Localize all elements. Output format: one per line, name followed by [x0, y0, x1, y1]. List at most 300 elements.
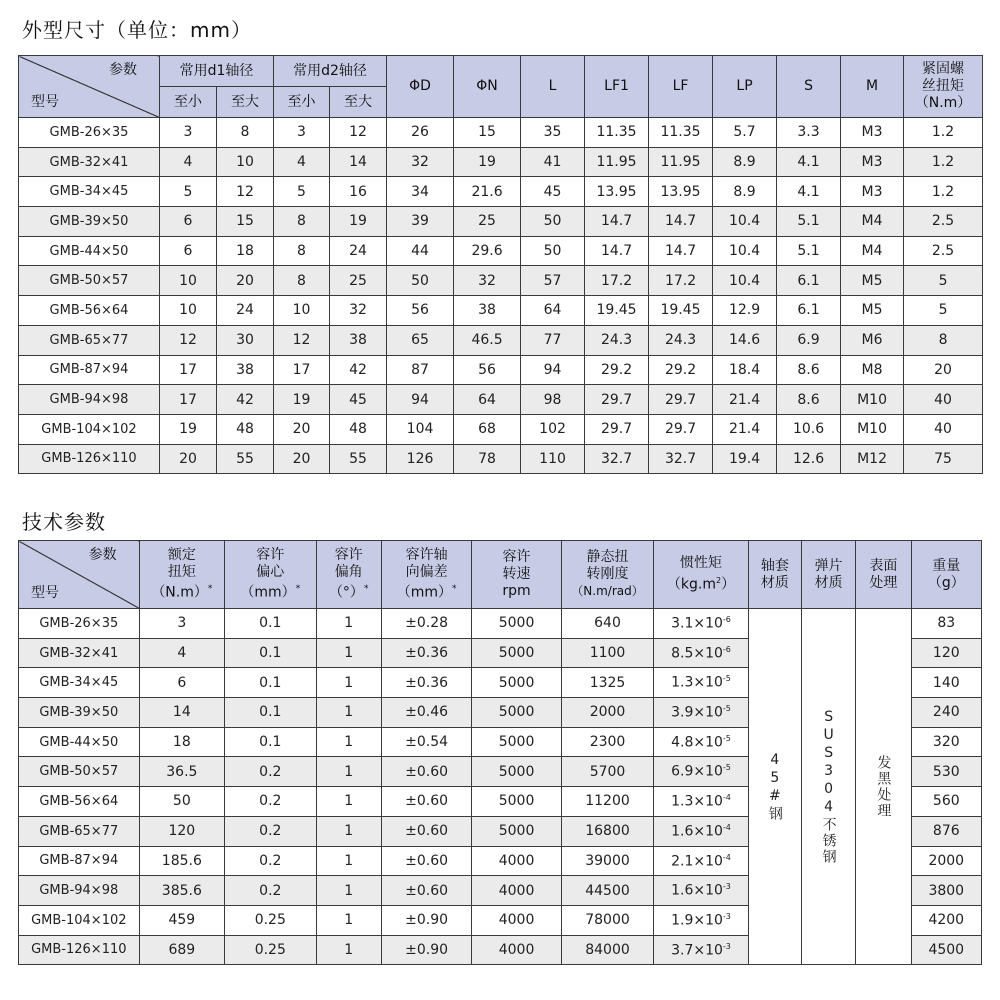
- torque-cell: 120: [139, 816, 224, 846]
- model-cell: GMB-44×50: [19, 727, 140, 757]
- inertia-exponent: -5: [722, 704, 731, 714]
- speed-cell: 5000: [472, 638, 561, 668]
- ecc-cell: 0.2: [225, 846, 316, 876]
- speed-l3: rpm: [502, 583, 531, 599]
- axial-cell: ±0.90: [381, 905, 471, 935]
- speed-cell: 4000: [472, 846, 561, 876]
- col-header-s: S: [777, 56, 841, 118]
- table-cell: 45: [330, 385, 387, 415]
- table-cell: 1.2: [904, 177, 983, 207]
- ecc-l1: 容许: [256, 547, 285, 564]
- ecc-cell: 0.2: [225, 876, 316, 906]
- tech-params-table: [18, 540, 982, 965]
- torque-cell: 18: [139, 727, 224, 757]
- inertia-l2-close: ）: [721, 576, 736, 593]
- table-row: [19, 296, 983, 326]
- table-cell: 10.4: [713, 207, 777, 237]
- table-cell: 19.4: [713, 444, 777, 474]
- stiff-cell: 16800: [561, 816, 653, 846]
- ecc-cell: 0.1: [225, 638, 316, 668]
- inertia-exponent: -3: [722, 941, 731, 951]
- angle-cell: 1: [316, 787, 381, 817]
- table-cell: 11.95: [585, 147, 649, 177]
- stiff-cell: 640: [561, 609, 653, 639]
- table-cell: M12: [841, 444, 904, 474]
- inertia-exponent: -5: [722, 763, 731, 773]
- weight-cell: 120: [911, 638, 981, 668]
- table-cell: 8: [274, 266, 330, 296]
- table-cell: 94: [521, 355, 585, 385]
- angle-star: *: [363, 584, 369, 595]
- d2-min-header: 至小: [274, 87, 330, 118]
- torque-cell: 3: [139, 609, 224, 639]
- table-row: [19, 385, 983, 415]
- inertia-cell: [654, 698, 748, 728]
- table-cell: 24.3: [585, 325, 649, 355]
- table-cell: 20: [274, 414, 330, 444]
- stiff-l1: 静态扭: [586, 549, 629, 565]
- model-cell: GMB-126×110: [19, 935, 140, 965]
- table-cell: 10.6: [777, 414, 841, 444]
- angle-cell: 1: [316, 757, 381, 787]
- weight-cell: 83: [911, 609, 981, 639]
- dimensions-section-title: 外型尺寸（单位：mm）: [22, 18, 252, 42]
- inertia-value: 3.9×10: [671, 704, 723, 721]
- inertia-cell: [654, 846, 748, 876]
- col-header-lf: LF: [649, 56, 713, 118]
- table-cell: 12: [160, 325, 217, 355]
- table-cell: 12.9: [713, 296, 777, 326]
- table-cell: 1.2: [904, 147, 983, 177]
- table-cell: 10: [160, 266, 217, 296]
- inertia-exponent: -5: [722, 674, 731, 684]
- model-cell: GMB-104×102: [19, 414, 160, 444]
- table-cell: 14.7: [649, 236, 713, 266]
- table-cell: 17: [274, 355, 330, 385]
- table-cell: 19.45: [649, 296, 713, 326]
- angle-l2: 偏角: [334, 564, 363, 581]
- inertia-cell: [654, 935, 748, 965]
- table-cell: 68: [454, 414, 521, 444]
- col-header-speed: [472, 541, 561, 609]
- table-cell: 29.7: [585, 414, 649, 444]
- table-row: [19, 177, 983, 207]
- table-cell: 8.9: [713, 177, 777, 207]
- table-cell: 19: [274, 385, 330, 415]
- model-cell: GMB-87×94: [19, 846, 140, 876]
- table-cell: M10: [841, 414, 904, 444]
- ecc-l3: （mm）: [240, 584, 296, 601]
- table-cell: 21.4: [713, 414, 777, 444]
- table-cell: 64: [454, 385, 521, 415]
- table-cell: 3.3: [777, 118, 841, 148]
- stiff-cell: 78000: [561, 905, 653, 935]
- tech-diagonal-header-cell: [19, 541, 140, 609]
- angle-cell: 1: [316, 638, 381, 668]
- model-cell: GMB-126×110: [19, 444, 160, 474]
- spring-merged-cell: SUS304不锈钢: [802, 609, 856, 965]
- table-cell: 14.7: [585, 236, 649, 266]
- table-cell: 32.7: [649, 444, 713, 474]
- model-cell: GMB-39×50: [19, 698, 140, 728]
- axial-cell: ±0.36: [381, 638, 471, 668]
- table-cell: 14: [330, 147, 387, 177]
- inertia-value: 3.7×10: [671, 942, 723, 959]
- table-row: [19, 236, 983, 266]
- axial-l2: 向偏差: [405, 564, 448, 581]
- ecc-cell: 0.1: [225, 609, 316, 639]
- axial-cell: ±0.60: [381, 816, 471, 846]
- table-cell: 8: [217, 118, 274, 148]
- table-cell: 19: [330, 207, 387, 237]
- table-cell: 6.9: [777, 325, 841, 355]
- torque-cell: 50: [139, 787, 224, 817]
- table-cell: 8: [274, 207, 330, 237]
- screw-torque-line1: 紧固螺: [922, 61, 965, 77]
- table-cell: 8: [904, 325, 983, 355]
- table-cell: 55: [330, 444, 387, 474]
- model-cell: GMB-50×57: [19, 266, 160, 296]
- table-cell: 50: [521, 207, 585, 237]
- weight-cell: 876: [911, 816, 981, 846]
- stiff-l2: 转刚度: [586, 566, 629, 582]
- model-cell: GMB-44×50: [19, 236, 160, 266]
- table-cell: 29.7: [649, 385, 713, 415]
- table-cell: 38: [217, 355, 274, 385]
- surface-l2: 处理: [869, 574, 898, 591]
- inertia-value: 3.1×10: [671, 615, 723, 632]
- weight-cell: 4500: [911, 935, 981, 965]
- torque-cell: 185.6: [139, 846, 224, 876]
- table-row: [19, 266, 983, 296]
- stiff-cell: 11200: [561, 787, 653, 817]
- speed-cell: 5000: [472, 727, 561, 757]
- table-row: [19, 325, 983, 355]
- weight-l2: （g）: [927, 574, 965, 591]
- table-cell: 20: [160, 444, 217, 474]
- table-cell: 10.4: [713, 266, 777, 296]
- param-header-label: 参数: [109, 62, 137, 78]
- table-cell: 1.2: [904, 118, 983, 148]
- inertia-value: 1.3×10: [671, 793, 723, 810]
- table-cell: 41: [521, 147, 585, 177]
- col-header-lf1: LF1: [585, 56, 649, 118]
- angle-cell: 1: [316, 816, 381, 846]
- table-cell: 4.1: [777, 177, 841, 207]
- ecc-cell: 0.2: [225, 757, 316, 787]
- table-cell: 48: [217, 414, 274, 444]
- table-cell: 2.5: [904, 236, 983, 266]
- table-cell: 8.6: [777, 385, 841, 415]
- table-cell: 65: [387, 325, 454, 355]
- model-cell: GMB-32×41: [19, 638, 140, 668]
- stiff-cell: 44500: [561, 876, 653, 906]
- speed-cell: 5000: [472, 698, 561, 728]
- inertia-exponent: -6: [722, 615, 731, 625]
- table-cell: 14.6: [713, 325, 777, 355]
- torque-cell: 14: [139, 698, 224, 728]
- inertia-exponent: -6: [722, 644, 731, 654]
- dimensions-table: [18, 55, 983, 474]
- table-cell: 4: [274, 147, 330, 177]
- table-cell: M10: [841, 385, 904, 415]
- table-cell: 57: [521, 266, 585, 296]
- model-cell: GMB-65×77: [19, 325, 160, 355]
- table-cell: 35: [521, 118, 585, 148]
- speed-l2: 转速: [502, 566, 531, 582]
- spring-l2: 材质: [814, 574, 843, 591]
- table-cell: 34: [387, 177, 454, 207]
- torque-cell: 36.5: [139, 757, 224, 787]
- table-cell: 40: [904, 385, 983, 415]
- table-row: [19, 414, 983, 444]
- model-cell: GMB-39×50: [19, 207, 160, 237]
- spring-l1: 弹片: [814, 557, 843, 574]
- angle-cell: 1: [316, 609, 381, 639]
- inertia-cell: [654, 905, 748, 935]
- table-row: [19, 118, 983, 148]
- stiff-cell: 5700: [561, 757, 653, 787]
- table-cell: 25: [330, 266, 387, 296]
- table-cell: 8.6: [777, 355, 841, 385]
- inertia-value: 4.8×10: [671, 734, 723, 751]
- table-cell: 56: [454, 355, 521, 385]
- table-cell: 75: [904, 444, 983, 474]
- table-cell: 4: [160, 147, 217, 177]
- table-cell: 17.2: [649, 266, 713, 296]
- ecc-cell: 0.1: [225, 668, 316, 698]
- angle-l1: 容许: [334, 547, 363, 564]
- table-cell: 11.35: [649, 118, 713, 148]
- axial-cell: ±0.36: [381, 668, 471, 698]
- table-cell: 12: [330, 118, 387, 148]
- table-cell: 24.3: [649, 325, 713, 355]
- torque-cell: 459: [139, 905, 224, 935]
- table-cell: 4.1: [777, 147, 841, 177]
- col-header-screw-torque: [904, 56, 983, 118]
- inertia-l2: （kg.m: [666, 576, 716, 593]
- table-row: [19, 444, 983, 474]
- table-cell: 3: [274, 118, 330, 148]
- table-cell: 6.1: [777, 296, 841, 326]
- torque-cell: 385.6: [139, 876, 224, 906]
- table-cell: 30: [217, 325, 274, 355]
- col-header-surface: [856, 541, 911, 609]
- table-cell: 29.7: [649, 414, 713, 444]
- table-cell: 3: [160, 118, 217, 148]
- table-row: [19, 609, 982, 639]
- stiff-cell: 1100: [561, 638, 653, 668]
- weight-cell: 320: [911, 727, 981, 757]
- screw-torque-line3: （N.m）: [914, 95, 972, 111]
- col-header-m: M: [841, 56, 904, 118]
- inertia-cell: [654, 609, 748, 639]
- table-cell: 20: [217, 266, 274, 296]
- angle-cell: 1: [316, 668, 381, 698]
- table-cell: 44: [387, 236, 454, 266]
- table-cell: 6: [160, 236, 217, 266]
- model-cell: GMB-94×98: [19, 876, 140, 906]
- model-cell: GMB-32×41: [19, 147, 160, 177]
- table-cell: 12.6: [777, 444, 841, 474]
- axial-cell: ±0.46: [381, 698, 471, 728]
- inertia-cell: [654, 876, 748, 906]
- table-cell: 13.95: [585, 177, 649, 207]
- table-cell: 98: [521, 385, 585, 415]
- weight-cell: 2000: [911, 846, 981, 876]
- model-header-label: 型号: [31, 94, 59, 110]
- table-cell: 32: [330, 296, 387, 326]
- d1-max-header: 至大: [217, 87, 274, 118]
- col-header-inertia: [654, 541, 748, 609]
- d2-group-header: 常用d2轴径: [274, 56, 387, 87]
- axial-cell: ±0.60: [381, 787, 471, 817]
- diagonal-header-cell: [19, 56, 160, 118]
- table-cell: 5: [274, 177, 330, 207]
- table-cell: 45: [521, 177, 585, 207]
- inertia-exponent: -4: [722, 852, 731, 862]
- axial-l1: 容许轴: [405, 547, 448, 564]
- table-cell: M4: [841, 207, 904, 237]
- table-cell: 20: [904, 355, 983, 385]
- inertia-cell: [654, 757, 748, 787]
- table-cell: 15: [454, 118, 521, 148]
- table-cell: 24: [330, 236, 387, 266]
- model-cell: GMB-87×94: [19, 355, 160, 385]
- table-cell: 6: [160, 207, 217, 237]
- inertia-value: 1.9×10: [671, 912, 723, 929]
- weight-cell: 4200: [911, 905, 981, 935]
- inertia-exponent: -4: [722, 793, 731, 803]
- axial-cell: ±0.60: [381, 757, 471, 787]
- table-cell: M4: [841, 236, 904, 266]
- angle-cell: 1: [316, 727, 381, 757]
- screw-torque-line2: 丝扭矩: [922, 78, 965, 94]
- model-cell: GMB-56×64: [19, 296, 160, 326]
- table-cell: 19: [454, 147, 521, 177]
- table-cell: 78: [454, 444, 521, 474]
- speed-cell: 4000: [472, 935, 561, 965]
- table-cell: 42: [217, 385, 274, 415]
- torque-cell: 689: [139, 935, 224, 965]
- table-cell: M5: [841, 266, 904, 296]
- stiff-cell: 2000: [561, 698, 653, 728]
- axial-cell: ±0.54: [381, 727, 471, 757]
- col-header-axial: [381, 541, 471, 609]
- angle-l3: （°）: [328, 584, 364, 601]
- ecc-star: *: [295, 584, 301, 595]
- table-cell: 48: [330, 414, 387, 444]
- table-cell: 10: [160, 296, 217, 326]
- model-cell: GMB-94×98: [19, 385, 160, 415]
- table-cell: 50: [521, 236, 585, 266]
- d1-group-header: 常用d1轴径: [160, 56, 274, 87]
- speed-cell: 4000: [472, 905, 561, 935]
- table-cell: 12: [274, 325, 330, 355]
- weight-cell: 3800: [911, 876, 981, 906]
- table-cell: 126: [387, 444, 454, 474]
- table-cell: 14.7: [585, 207, 649, 237]
- torque-cell: 4: [139, 638, 224, 668]
- col-header-weight: [911, 541, 981, 609]
- torque-cell: 6: [139, 668, 224, 698]
- table-cell: 5: [904, 266, 983, 296]
- col-header-stiffness: [561, 541, 653, 609]
- table-cell: 29.2: [649, 355, 713, 385]
- table-cell: 25: [454, 207, 521, 237]
- sleeve-l2: 材质: [760, 574, 789, 591]
- angle-cell: 1: [316, 876, 381, 906]
- inertia-value: 1.6×10: [671, 823, 723, 840]
- col-header-on: ΦN: [454, 56, 521, 118]
- table-cell: 18: [217, 236, 274, 266]
- table-cell: 11.35: [585, 118, 649, 148]
- stiff-cell: 1325: [561, 668, 653, 698]
- axial-star: *: [451, 584, 457, 595]
- axial-cell: ±0.60: [381, 876, 471, 906]
- col-header-l: L: [521, 56, 585, 118]
- table-cell: 29.6: [454, 236, 521, 266]
- inertia-cell: [654, 668, 748, 698]
- stiff-cell: 39000: [561, 846, 653, 876]
- table-cell: 10: [217, 147, 274, 177]
- inertia-value: 1.6×10: [671, 882, 723, 899]
- sleeve-l1: 轴套: [760, 557, 789, 574]
- table-cell: 56: [387, 296, 454, 326]
- inertia-l1: 惯性矩: [679, 555, 722, 572]
- table-cell: 94: [387, 385, 454, 415]
- table-cell: M8: [841, 355, 904, 385]
- table-cell: 29.2: [585, 355, 649, 385]
- table-cell: 5: [160, 177, 217, 207]
- table-cell: 17.2: [585, 266, 649, 296]
- table-cell: 32: [387, 147, 454, 177]
- table-cell: 32.7: [585, 444, 649, 474]
- table-cell: M5: [841, 296, 904, 326]
- table-cell: 15: [217, 207, 274, 237]
- table-cell: 5.7: [713, 118, 777, 148]
- table-cell: 20: [274, 444, 330, 474]
- table-cell: 55: [217, 444, 274, 474]
- axial-cell: ±0.90: [381, 935, 471, 965]
- surface-l1: 表面: [869, 557, 898, 574]
- axial-l3: （mm）: [396, 584, 452, 601]
- speed-cell: 4000: [472, 876, 561, 906]
- col-header-eccentricity: [225, 541, 316, 609]
- col-header-spring-material: [802, 541, 856, 609]
- table-cell: 16: [330, 177, 387, 207]
- ecc-cell: 0.1: [225, 727, 316, 757]
- rated-torque-star: *: [207, 584, 213, 595]
- ecc-l2: 偏心: [256, 564, 285, 581]
- inertia-exponent: -5: [722, 733, 731, 743]
- speed-cell: 5000: [472, 816, 561, 846]
- table-cell: 5.1: [777, 207, 841, 237]
- table-cell: 12: [217, 177, 274, 207]
- angle-cell: 1: [316, 698, 381, 728]
- table-cell: 17: [160, 355, 217, 385]
- col-header-lp: LP: [713, 56, 777, 118]
- angle-cell: 1: [316, 935, 381, 965]
- angle-cell: 1: [316, 905, 381, 935]
- table-cell: 50: [387, 266, 454, 296]
- rated-torque-l1: 额定: [167, 547, 196, 564]
- table-cell: 104: [387, 414, 454, 444]
- weight-cell: 240: [911, 698, 981, 728]
- table-cell: 29.7: [585, 385, 649, 415]
- table-cell: 46.5: [454, 325, 521, 355]
- table-cell: 19.45: [585, 296, 649, 326]
